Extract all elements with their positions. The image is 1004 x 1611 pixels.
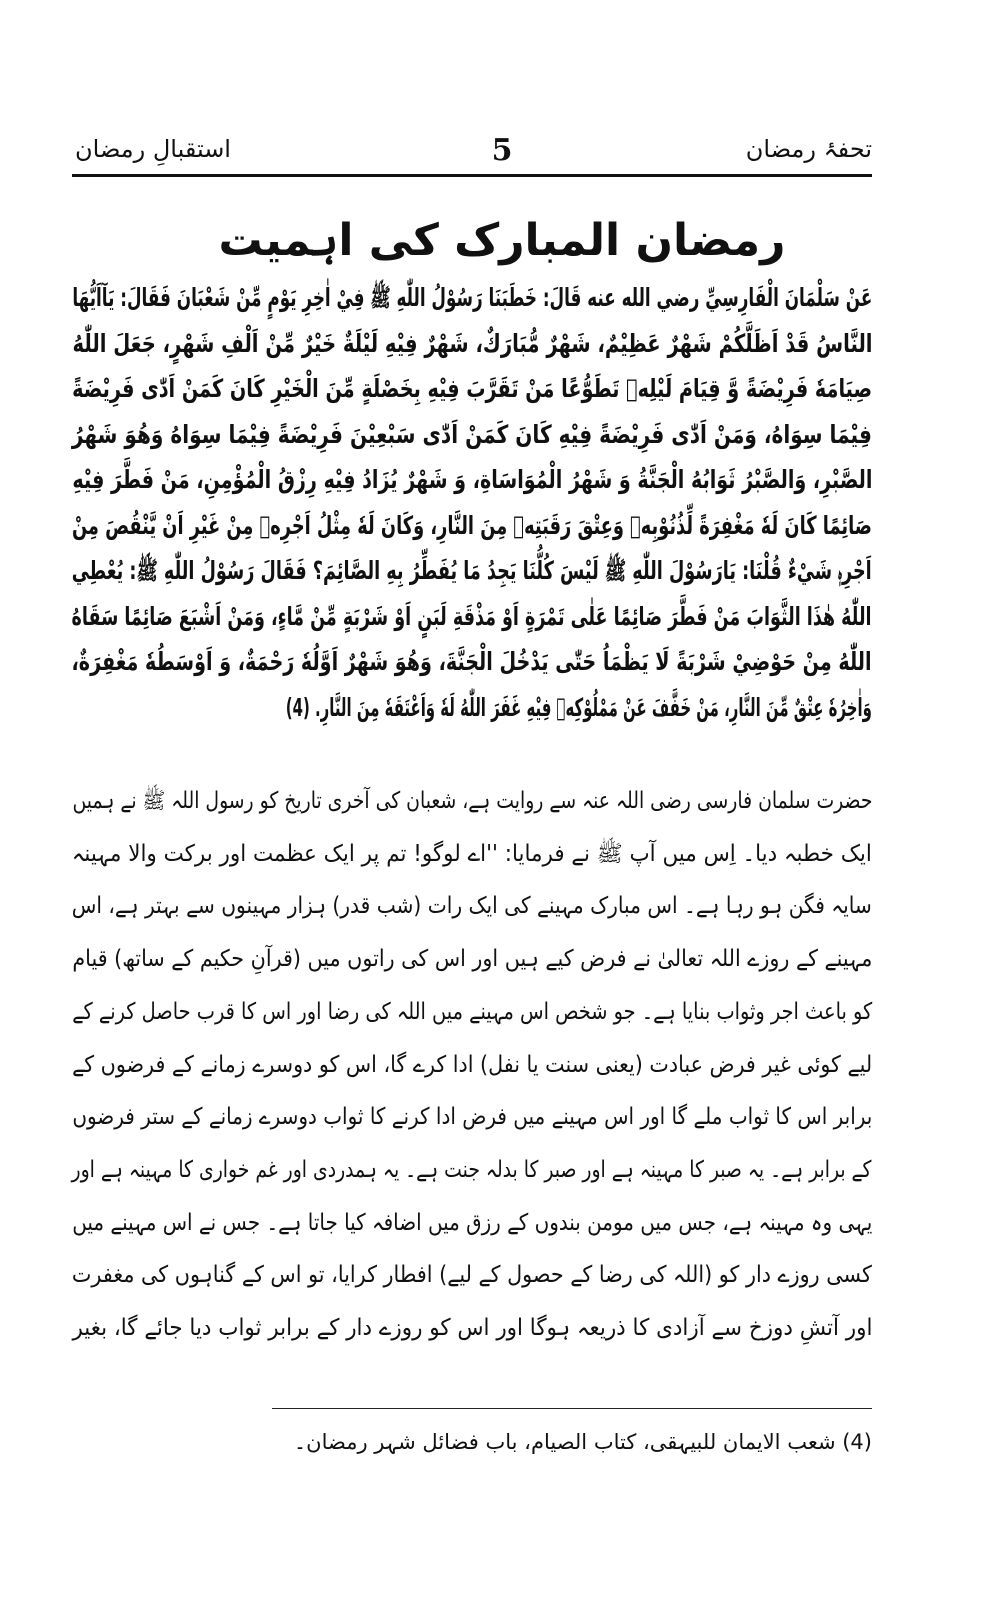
text-line bbox=[72, 987, 872, 1037]
text-line bbox=[72, 595, 872, 639]
text-line-content: اللّٰهُ مِنْ حَوْضِيْ شَرْبَةً لَا يَظْمَاُ حَتّٰى يَدْخُلَ الْجَنَّةَ، وَهُوَ شَهْرٌ اَوَّلُهٗ رَحْمَةٌ، وَ اَوْسَطُهٗ مَغْفِرَةٌ، bbox=[72, 647, 872, 676]
text-line-content: مہینے کے روزے اللہ تعالیٰ نے فرض کیے ہیں اور اس کی راتوں میں (قرآنِ حکیم کے ساتھ) قیام bbox=[72, 946, 872, 973]
text-line bbox=[72, 1250, 872, 1300]
text-line bbox=[72, 458, 872, 502]
text-line-content: صَائِمًا كَانَ لَهٗ مَغْفِرَةً لِّذُنُوْبِهٖ وَعِتْقَ رَقَبَتِهٖ مِنَ النَّارِ، وَكَانَ لَهٗ مِثْلُ اَجْرِهٖ مِنْ غَيْرِ اَنْ يَّنْقُصَ مِنْ bbox=[72, 510, 872, 540]
text-line bbox=[72, 367, 872, 411]
text-line-content: کو باعث اجر وثواب بنایا ہے۔ جو شخص اس مہینے میں اللہ کی رضا اور اس کا قرب حاصل کرنے کے bbox=[72, 998, 872, 1025]
text-line bbox=[72, 413, 872, 457]
text-line-content: کسی روزے دار کو (اللہ کی رضا کے حصول کے لیے) افطار کرایا، تو اس کے گناہوں کی مغفرت bbox=[72, 1262, 872, 1289]
text-line bbox=[72, 881, 872, 931]
header-rule bbox=[72, 174, 872, 177]
text-line-content: صِيَامَهٗ فَرِيْضَةً وَّ قِيَامَ لَيْلِهٖ تَطَوُّعًا مَنْ تَقَرَّبَ فِيْهِ بِخَصْلَةٍ مِّنَ الْخَيْرِ كَانَ كَمَنْ اَدّٰى فَرِيْضَةً bbox=[72, 374, 872, 403]
footnote-rule bbox=[272, 1408, 872, 1409]
running-header-chapter-title: استقبالِ رمضان bbox=[75, 135, 231, 163]
text-line bbox=[72, 640, 872, 684]
text-line-content: برابر اس کا ثواب ملے گا اور اس مہینے میں فرض ادا کرنے کا ثواب دوسرے زمانے کے ستر فرضوں bbox=[72, 1104, 872, 1131]
section-title: رمضان المبارک کی اہمیت bbox=[218, 215, 786, 266]
text-line-content: اور آتشِ دوزخ سے آزادی کا ذریعہ ہوگا اور اس کو روزے دار کے برابر ثواب دیا جائے گا، بغیر bbox=[72, 1315, 872, 1341]
text-line-content: سایہ فگن ہو رہا ہے۔ اس مبارک مہینے کی ایک رات (شب قدر) ہزار مہینوں سے بہتر ہے، اس bbox=[72, 893, 872, 920]
page-number: 5 bbox=[491, 133, 513, 168]
text-line bbox=[72, 1092, 872, 1142]
text-line-content: الصَّبْرِ، وَالصَّبْرُ ثَوَابُهُ الْجَنَّةُ وَ شَهْرُ الْمُوَاسَاةِ، وَ شَهْرٌ يُزَادُ فِيْهِ رِزْقُ الْمُؤْمِنِ، مَنْ فَطَّرَ فِيْهِ bbox=[72, 465, 872, 494]
text-line-content: فِيْمَا سِوَاهُ، وَمَنْ اَدّٰى فَرِيْضَةً فِيْهِ كَانَ كَمَنْ اَدّٰى سَبْعِيْنَ فَرِيْضَةً فِيْمَا سِوَاهُ وَهُوَ شَهْرُ bbox=[72, 419, 872, 449]
text-line bbox=[72, 686, 872, 730]
text-line-content: اللّٰهُ هٰذَا الثَّوَابَ مَنْ فَطَّرَ صَائِمًا عَلٰى تَمْرَةٍ اَوْ مَذْقَةِ لَبَنٍ اَوْ شَرْبَةٍ مِّنْ مَّاءٍ، وَمَنْ اَشْبَعَ صَائِمًا سَقَاهُ bbox=[72, 601, 872, 631]
text-line-content: اَجْرِهٖ شَيْءٌ قُلْنَا: يَارَسُوْلَ اللّٰهِ ﷺ لَيْسَ كُلُّنَا يَجِدُ مَا يُفَطِّرُ بِهِ الصَّائِمَ؟ فَقَالَ رَسُوْلُ اللّٰهِ ﷺ: يُعْطِي bbox=[72, 556, 872, 585]
text-line-content: کے برابر ہے۔ یہ صبر کا مہینہ ہے اور صبر کا بدلہ جنت ہے۔ یہ ہمدردی اور غم خواری کا مہینہ ہے اور bbox=[72, 1156, 872, 1183]
text-line-content: ایک خطبہ دیا۔ اِس میں آپ ﷺ نے فرمایا: ''اے لوگو! تم پر ایک عظمت اور برکت والا مہینہ bbox=[72, 840, 872, 867]
running-header-book-title: تحفۂ رمضان bbox=[745, 135, 872, 163]
text-line bbox=[72, 1198, 872, 1248]
text-line-content: یہی وہ مہینہ ہے، جس میں مومن بندوں کے رزق میں اضافہ کیا جاتا ہے۔ جس نے اس مہینے میں bbox=[72, 1209, 872, 1236]
text-line bbox=[72, 934, 872, 984]
text-line bbox=[72, 829, 872, 879]
text-line bbox=[72, 549, 872, 593]
text-line bbox=[72, 1145, 872, 1195]
text-line bbox=[72, 1040, 872, 1090]
text-line bbox=[72, 504, 872, 548]
text-line-content: وَاٰخِرُهٗ عِتْقٌ مِّنَ النَّارِ، مَنْ خَفَّفَ عَنْ مَمْلُوْكِهٖ فِيْهِ غَفَرَ اللّٰهُ لَهٗ وَاَعْتَقَهٗ مِنَ النَّارِ. (4) bbox=[285, 692, 872, 722]
text-line bbox=[72, 276, 872, 320]
text-line-content: عَنْ سَلْمَانَ الْفَارِسِيِّ رضي الله عنه قَالَ: خَطَبَنَا رَسُوْلُ اللّٰهِ ﷺ فِيْ اٰخِرِ يَوْمٍ مِّنْ شَعْبَانَ فَقَالَ: يَآاَيُّهَا bbox=[72, 283, 872, 312]
text-line-content: النَّاسُ قَدْ اَظَلَّكُمْ شَهْرٌ عَظِيْمٌ، شَهْرٌ مُّبَارَكٌ، شَهْرٌ فِيْهِ لَيْلَةٌ خَيْرٌ مِّنْ اَلْفِ شَهْرٍ، جَعَلَ اللّٰهُ bbox=[72, 328, 872, 358]
text-line-content: حضرت سلمان فارسی رضی اللہ عنہ سے روایت ہے، شعبان کی آخری تاریخ کو رسول اللہ ﷺ نے ہمیں bbox=[72, 788, 872, 814]
footnote: (4) شعب الایمان للبیہقی، کتاب الصیام، باب فضائل شہر رمضان۔ bbox=[293, 1430, 872, 1454]
text-line bbox=[72, 322, 872, 366]
text-line-content: لیے کوئی غیر فرض عبادت (یعنی سنت یا نفل) ادا کرے گا، اس کو دوسرے زمانے کے فرضوں کے bbox=[72, 1051, 872, 1078]
text-line bbox=[72, 1303, 872, 1353]
text-line bbox=[72, 776, 872, 826]
